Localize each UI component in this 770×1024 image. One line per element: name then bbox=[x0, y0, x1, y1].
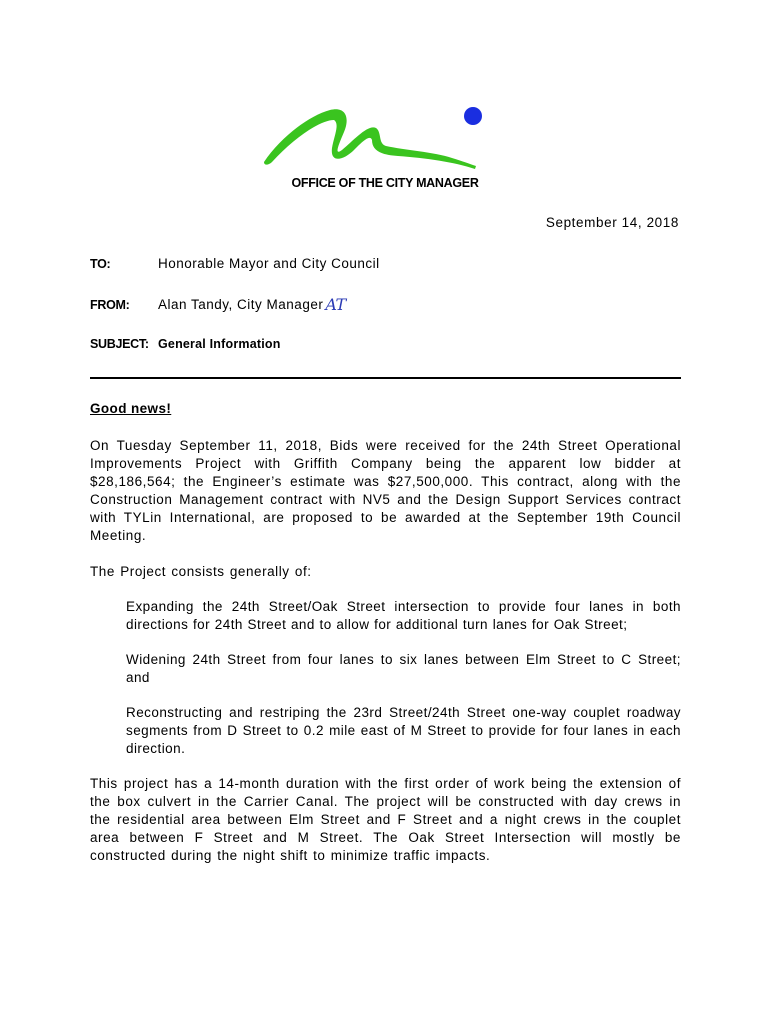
logo-dot bbox=[464, 107, 482, 125]
office-title: OFFICE OF THE CITY MANAGER bbox=[291, 176, 479, 190]
scope-item: Widening 24th Street from four lanes to six lanes between Elm Street to C Street; and bbox=[126, 652, 681, 685]
to-row bbox=[90, 256, 380, 271]
closing-paragraph: This project has a 14-month duration with the first order of work being the extension of the box culvert in the Carrier Canal. The project will be constructed with day crews in the residential area between Elm Street and F Street and a night crews in the couplet area between F Street and M Street. The Oak Street Intersection will mostly be constructed during the night shift to minimize traffic impacts. bbox=[90, 776, 681, 863]
from-value: Alan Tandy, City Manager bbox=[158, 297, 324, 312]
subject-label: SUBJECT: bbox=[90, 337, 149, 351]
subject-row bbox=[90, 336, 281, 351]
section-heading: Good news! bbox=[90, 401, 172, 416]
intro-paragraph: On Tuesday September 11, 2018, Bids were received for the 24th Street Operational Improvements Project with Griffith Company being the apparent low bidder at $28,186,564; the Engineer’s estimate was $27,500,000. This contract, along with the Construction Management contract with NV5 and the Design Support Services contract with TYLin International, are proposed to be awarded at the September 19th Council Meeting. bbox=[90, 438, 681, 543]
scope-item: Expanding the 24th Street/Oak Street intersection to provide four lanes in both directions for 24th Street and to allow for additional turn lanes for Oak Street; bbox=[126, 599, 681, 632]
to-label: TO: bbox=[90, 257, 111, 271]
scope-lead: The Project consists generally of: bbox=[90, 564, 312, 579]
subject-value: General Information bbox=[158, 337, 281, 351]
from-label: FROM: bbox=[90, 298, 130, 312]
memo-date: September 14, 2018 bbox=[545, 215, 679, 230]
signature-initials: AT bbox=[325, 295, 346, 314]
city-logo bbox=[258, 98, 490, 176]
scope-item: Reconstructing and restriping the 23rd Street/24th Street one-way couplet roadway segments from D Street to 0.2 mile east of M Street to provide for four lanes in each direction. bbox=[126, 705, 681, 756]
logo-swoosh bbox=[264, 109, 476, 169]
to-value: Honorable Mayor and City Council bbox=[158, 256, 380, 271]
from-row bbox=[90, 295, 346, 314]
header-divider bbox=[90, 377, 681, 379]
